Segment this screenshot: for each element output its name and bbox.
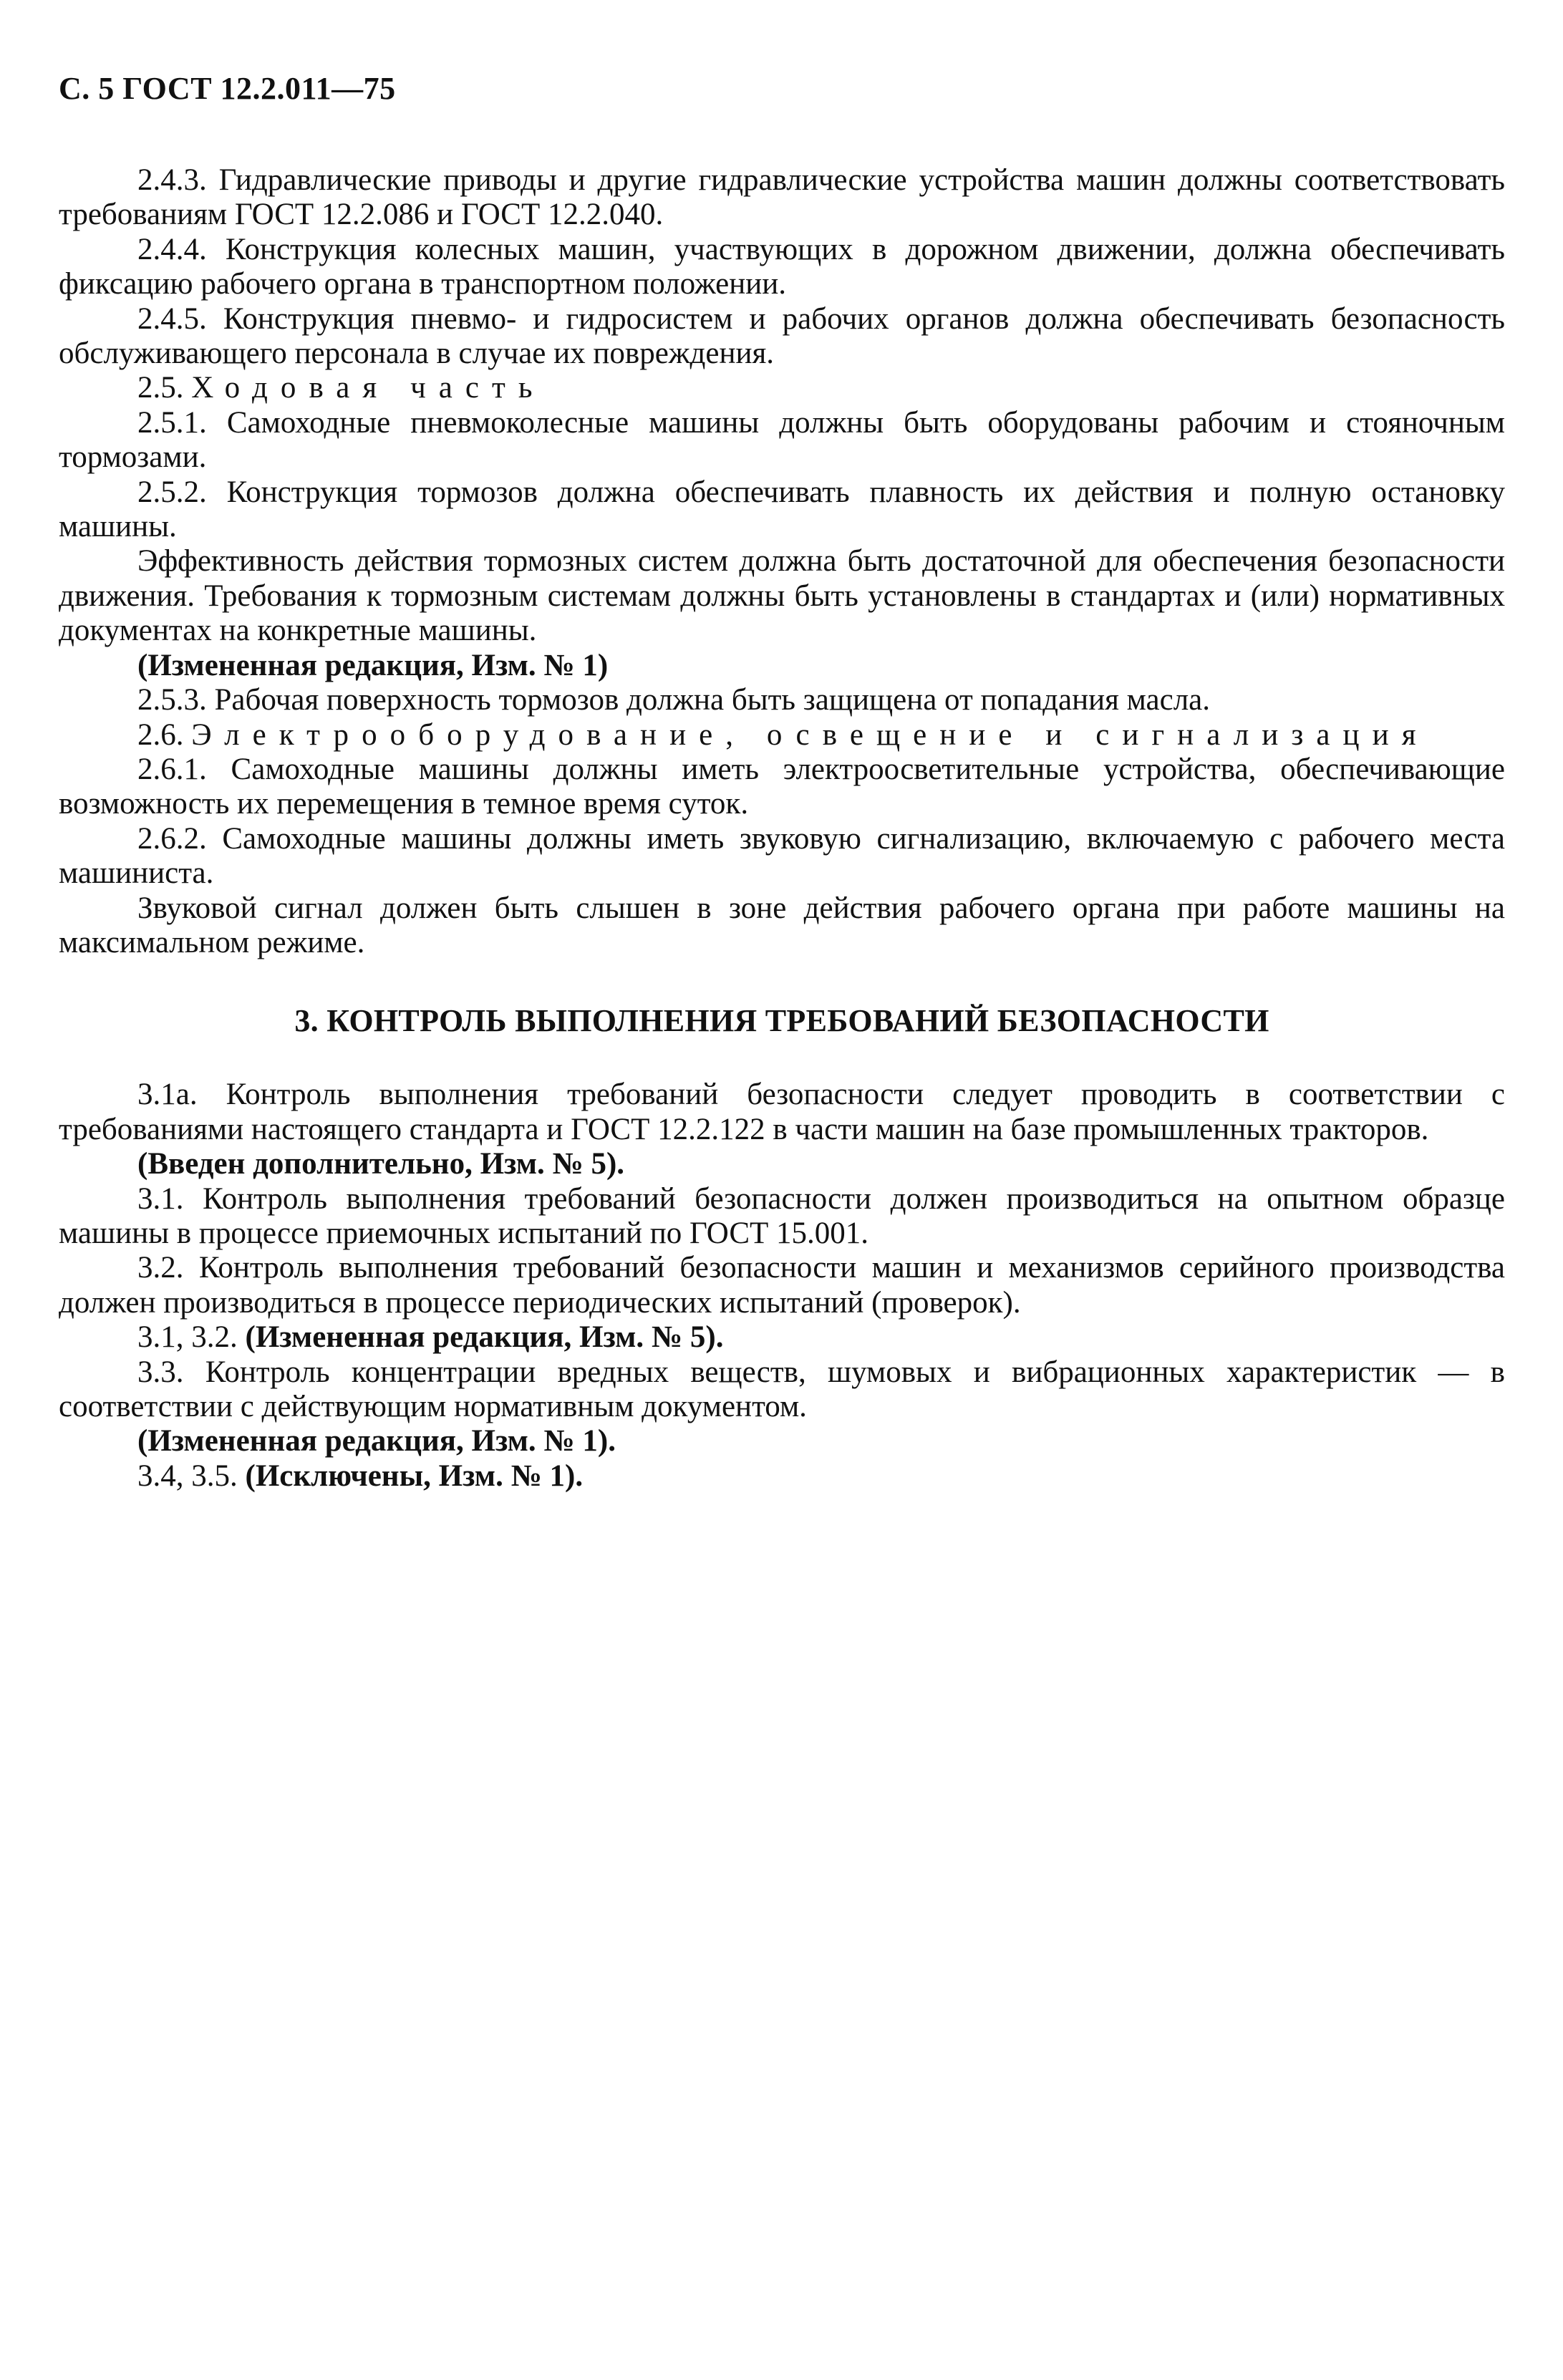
amendment-note-3-1-3-2 <box>59 1320 1505 1355</box>
amendment-note: (Измененная редакция, Изм. № 1) <box>137 648 609 682</box>
subsection-number: 2.6. <box>137 717 192 752</box>
note-text: (Исключены, Изм. № 1). <box>245 1459 584 1493</box>
note-prefix: 3.4, 3.5. <box>137 1459 246 1493</box>
subsection-title: Электрооборудование, освещение и сигнализация <box>191 717 1429 752</box>
amendment-note-3-4-3-5 <box>59 1459 1505 1494</box>
amendment-note: (Измененная редакция, Изм. № 1). <box>137 1424 616 1459</box>
paragraph-3-1: 3.1. Контроль выполнения требований безопасности должен производиться на опытном образце машины в процессе приемочных испытаний по ГОСТ 15.001. <box>59 1181 1505 1250</box>
subsection-heading-2-5 <box>59 371 1505 405</box>
section-title-3: 3. КОНТРОЛЬ ВЫПОЛНЕНИЯ ТРЕБОВАНИЙ БЕЗОПАСНОСТИ <box>294 1003 1269 1039</box>
paragraph-2-6-1: 2.6.1. Самоходные машины должны иметь электроосветительные устройства, обеспечивающие возможность их перемещения в темное время суток. <box>59 752 1505 821</box>
paragraph-2-5-3: 2.5.3. Рабочая поверхность тормозов должна быть защищена от попадания масла. <box>137 683 1211 717</box>
amendment-note: (Введен дополнительно, Изм. № 5). <box>137 1147 625 1181</box>
paragraph-3-1a: 3.1а. Контроль выполнения требований безопасности следует проводить в соответствии с требованиями настоящего стандарта и ГОСТ 12.2.122 в части машин на базе промышленных тракторов. <box>59 1078 1505 1146</box>
paragraph-2-4-3: 2.4.3. Гидравлические приводы и другие гидравлические устройства машин должны соответствовать требованиям ГОСТ 12.2.086 и ГОСТ 12.2.040. <box>59 163 1505 232</box>
note-prefix: 3.1, 3.2. <box>137 1320 246 1355</box>
page-header: С. 5 ГОСТ 12.2.011—75 <box>59 71 396 106</box>
paragraph-2-6-2: 2.6.2. Самоходные машины должны иметь звуковую сигнализацию, включаемую с рабочего места машиниста. <box>59 821 1505 891</box>
subsection-number: 2.5. <box>137 371 192 405</box>
paragraph-3-3: 3.3. Контроль концентрации вредных веществ, шумовых и вибрационных характеристик — в соответствии с действующим нормативным документом. <box>59 1355 1505 1423</box>
note-text: (Измененная редакция, Изм. № 5). <box>245 1320 724 1355</box>
paragraph-3-2: 3.2. Контроль выполнения требований безопасности машин и механизмов серийного производства должен производиться в процессе периодических испытаний (проверок). <box>59 1251 1505 1320</box>
paragraph-2-4-5: 2.4.5. Конструкция пневмо- и гидросистем и рабочих органов должна обеспечивать безопасность обслуживающего персонала в случае их повреждения. <box>59 301 1505 371</box>
document-body <box>59 163 1505 1494</box>
paragraph-2-5-2: 2.5.2. Конструкция тормозов должна обеспечивать плавность их действия и полную остановку машины. <box>59 475 1505 544</box>
paragraph-2-6-2-continued: Звуковой сигнал должен быть слышен в зоне действия рабочего органа при работе машины на максимальном режиме. <box>59 891 1505 959</box>
paragraph-2-5-2-continued: Эффективность действия тормозных систем должна быть достаточной для обеспечения безопасности движения. Требования к тормозным системам должны быть установлены в стандартах и (или) нормативных документах на конкретные машины. <box>59 544 1505 648</box>
subsection-heading-2-6 <box>59 718 1505 753</box>
paragraph-2-5-1: 2.5.1. Самоходные пневмоколесные машины должны быть оборудованы рабочим и стояночным тормозами. <box>59 405 1505 475</box>
subsection-title: Ходовая часть <box>191 371 546 405</box>
paragraph-2-4-4: 2.4.4. Конструкция колесных машин, участвующих в дорожном движении, должна обеспечивать фиксацию рабочего органа в транспортном положении. <box>59 232 1505 301</box>
